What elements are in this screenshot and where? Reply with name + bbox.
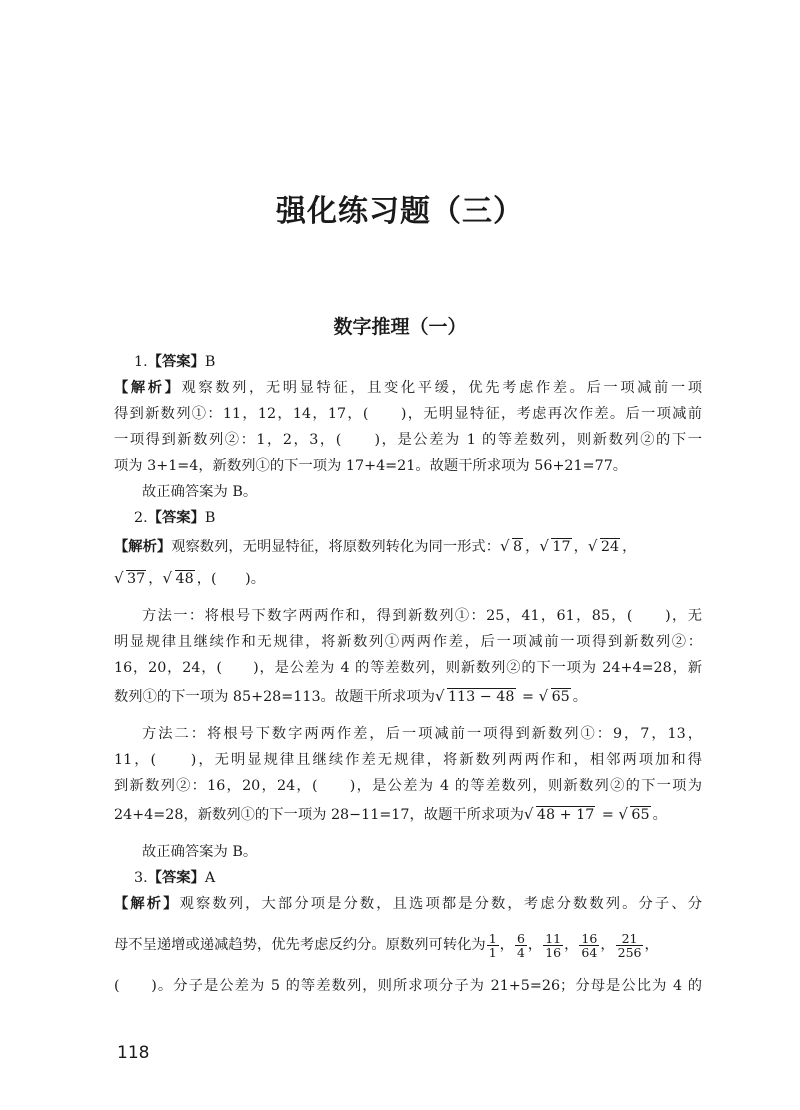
q3-analysis-tag: 【解析】	[114, 896, 180, 912]
q2-analysis-line-1: 【解析】观察数列，无明显特征，将原数列转化为同一形式： √ 8 ， √ 17 ， √ 24 ，	[114, 534, 702, 560]
q1-answer-line	[114, 352, 702, 372]
sqrt-65: √ 65	[538, 687, 570, 705]
q1-answer-tag: 【答案】	[147, 354, 205, 370]
q1-text-1: 观察数列，无明显特征，且变化平缓，优先考虑作差。后一项减前一项	[181, 380, 702, 396]
fraction: $\frac{6}{4}$	[516, 930, 525, 960]
section-title: 数字推理（一）	[333, 316, 467, 338]
page-number: 118	[117, 1043, 150, 1063]
q3-text-1: 观察数列，大部分项是分数，且选项都是分数，考虑分数数列。分子、分	[179, 896, 702, 912]
q1-analysis-tag: 【解析】	[114, 380, 182, 396]
q2-method1-line-2: 明显规律且继续作和无规律，将新数列①两两作差，后一项减前一项得到新数列②：	[114, 634, 702, 650]
q2-conclusion: 故正确答案为 B。	[142, 844, 258, 860]
fraction: $\frac{11}{16}$	[545, 930, 562, 960]
q1-number: 1.	[134, 354, 148, 370]
q2-method2-line-3: 到新数列②：16，20，24，( )，是公差为 4 的等差数列，则新数列②的下一项为	[114, 778, 702, 794]
q2-method2-line-1: 方法二：将根号下数字两两作差，后一项减前一项得到新数列①：9，7，13，	[142, 726, 702, 742]
q2-method1-line-1: 方法一：将根号下数字两两作和，得到新数列①：25，41，61，85，( )，无	[142, 608, 702, 624]
sqrt-113-minus-48: √ 113 − 48	[434, 687, 515, 705]
q3-answer-line	[114, 868, 702, 888]
sqrt-48-plus-17: √ 48 + 17	[523, 805, 595, 823]
q3-number: 3.	[134, 870, 148, 886]
fraction: $\frac{16}{64}$	[581, 930, 598, 960]
sqrt-17: √ 17	[539, 537, 571, 555]
page-title: 强化练习题（三）	[276, 194, 524, 229]
q2-method2-line-2: 11，( )，无明显规律且继续作差无规律，将新数列两两作和，相邻两项加和得	[114, 752, 702, 768]
q2-number: 2.	[134, 510, 148, 526]
q1-analysis-line-3: 一项得到新数列②：1，2，3，( )，是公差为 1 的等差数列，则新数列②的下一	[114, 432, 702, 448]
q2-analysis-tag: 【解析】	[114, 539, 172, 555]
q3-answer-tag: 【答案】	[147, 870, 205, 886]
q2-answer: B	[204, 510, 216, 526]
q1-conclusion: 故正确答案为 B。	[142, 484, 258, 500]
q2-method2-line-4: 24+4=28，新数列①的下一项为 28−11=17，故题干所求项为 √ 48 + 17 = √ 65 。	[114, 802, 702, 828]
q2-method1-line-4: 数列①的下一项为 85+28=113。故题干所求项为 √ 113 − 48 = √ 65 。	[114, 684, 702, 710]
q3-analysis-line-1	[114, 894, 702, 914]
q3-analysis-line-3: ( )。分子是公差为 5 的等差数列，则所求项分子为 21+5=26；分母是公比为 4 的	[114, 978, 702, 994]
sqrt-48: √ 48	[162, 569, 194, 587]
q2-analysis-line-2: √ 37 ， √ 48 ，( )。	[114, 566, 702, 592]
sqrt-37: √ 37	[114, 569, 146, 587]
q1-analysis-line-1	[114, 378, 702, 398]
sqrt-65-b: √ 65	[618, 805, 650, 823]
q2-blank: ( )。	[211, 571, 266, 587]
q2-text-1: 观察数列，无明显特征，将原数列转化为同一形式：	[171, 539, 501, 555]
q1-answer: B	[204, 354, 216, 370]
fraction: $\frac{1}{1}$	[488, 930, 497, 960]
q2-answer-line	[114, 508, 702, 528]
q3-analysis-line-2: 母不呈递增或递减趋势，优先考虑反约分。原数列可转化为 $\frac{1}{1}$ ， $\frac{6}{4}$ ， $\frac{11}{16}$ ， $\frac{16}{64}$ ， $\frac{21}{256}$ ，	[114, 930, 659, 960]
fraction: $\frac{21}{256}$	[617, 930, 642, 960]
q3-answer: A	[204, 870, 216, 886]
sqrt-24: √ 24	[587, 537, 620, 555]
q1-analysis-line-2: 得到新数列①：11，12，14，17，( )，无明显特征，考虑再次作差。后一项减前	[114, 406, 702, 422]
q1-analysis-line-4: 项为 3+1=4，新数列①的下一项为 17+4=21。故题干所求项为 56+21=77。	[114, 458, 628, 474]
q2-answer-tag: 【答案】	[147, 510, 205, 526]
page-body	[114, 352, 702, 1002]
sqrt-8: √ 8	[500, 537, 523, 555]
q2-method1-line-3: 16，20，24，( )，是公差为 4 的等差数列，则新数列②的下一项为 24+4=28，新	[114, 660, 702, 676]
